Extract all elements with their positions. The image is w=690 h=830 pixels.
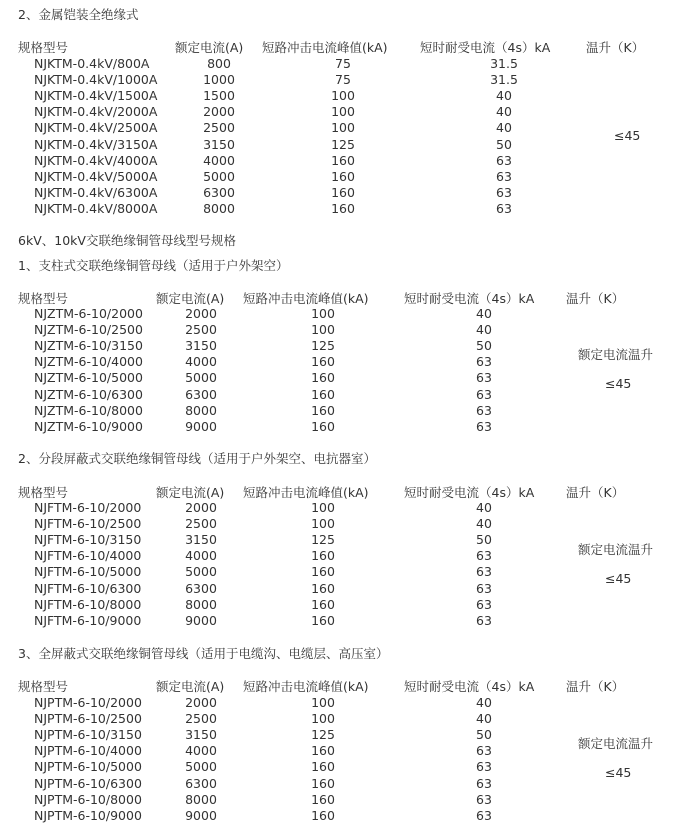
row-short-time-current: 40 (476, 306, 492, 321)
row-model: NJPTM-6-10/2500 (34, 711, 142, 727)
row-short-time-current: 63 (476, 807, 492, 823)
row-peak-current: 160 (311, 580, 335, 596)
row-model: NJKTM-0.4kV/5000A (34, 168, 158, 184)
row-rated-current: 8000 (203, 200, 235, 216)
row-peak-current: 160 (311, 418, 335, 434)
row-rated-current: 2500 (203, 120, 235, 136)
section4-header-temp: 温升（K） (566, 679, 625, 694)
section1-title: 2、金属铠装全绝缘式 (18, 7, 139, 22)
row-model: NJZTM-6-10/6300 (34, 386, 143, 402)
section4-header-peak: 短路冲击电流峰值(kA) (243, 679, 369, 694)
section1-temp-value: ≤45 (614, 128, 641, 143)
row-rated-current: 5000 (185, 564, 217, 580)
row-short-time-current: 63 (476, 370, 492, 386)
row-rated-current: 8000 (185, 402, 217, 418)
section2-header-shorttime: 短时耐受电流（4s）kA (404, 291, 535, 306)
row-rated-current: 3150 (203, 136, 235, 152)
row-short-time-current: 63 (496, 184, 512, 200)
row-rated-current: 2000 (203, 104, 235, 120)
row-model: NJPTM-6-10/4000 (34, 743, 142, 759)
row-model: NJFTM-6-10/6300 (34, 580, 142, 596)
row-rated-current: 3150 (185, 727, 217, 743)
row-model: NJKTM-0.4kV/8000A (34, 200, 158, 216)
row-rated-current: 8000 (185, 791, 217, 807)
row-peak-current: 125 (311, 532, 335, 548)
row-peak-current: 160 (311, 612, 335, 628)
row-model: NJKTM-0.4kV/4000A (34, 152, 158, 168)
row-short-time-current: 63 (496, 152, 512, 168)
row-short-time-current: 40 (496, 104, 512, 120)
row-peak-current: 160 (331, 184, 355, 200)
section1-header-current: 额定电流(A) (175, 40, 244, 55)
section1-header-model: 规格型号 (18, 40, 69, 55)
section4-temp-value: ≤45 (605, 765, 632, 780)
row-peak-current: 100 (311, 695, 335, 710)
section4-header-shorttime: 短时耐受电流（4s）kA (404, 679, 535, 694)
row-model: NJZTM-6-10/5000 (34, 370, 143, 386)
row-peak-current: 160 (331, 152, 355, 168)
row-rated-current: 4000 (185, 743, 217, 759)
row-peak-current: 160 (311, 743, 335, 759)
row-short-time-current: 63 (476, 596, 492, 612)
row-rated-current: 6300 (203, 184, 235, 200)
row-model: NJZTM-6-10/3150 (34, 338, 143, 354)
row-short-time-current: 63 (496, 200, 512, 216)
row-peak-current: 100 (311, 516, 335, 532)
row-short-time-current: 40 (476, 500, 492, 515)
row-short-time-current: 63 (476, 386, 492, 402)
row-short-time-current: 50 (496, 136, 512, 152)
section2-temp-label: 额定电流温升 (578, 347, 654, 362)
row-model: NJZTM-6-10/9000 (34, 418, 143, 434)
section4-title: 3、全屏蔽式交联绝缘铜管母线（适用于电缆沟、电缆层、高压室） (18, 646, 389, 661)
row-peak-current: 160 (311, 354, 335, 370)
row-short-time-current: 63 (476, 612, 492, 628)
row-short-time-current: 63 (476, 580, 492, 596)
row-short-time-current: 50 (476, 532, 492, 548)
row-short-time-current: 63 (476, 791, 492, 807)
row-model: NJZTM-6-10/2500 (34, 322, 143, 338)
row-model: NJPTM-6-10/3150 (34, 727, 142, 743)
section3-header-current: 额定电流(A) (156, 485, 225, 500)
row-peak-current: 160 (311, 759, 335, 775)
row-model: NJKTM-0.4kV/2500A (34, 120, 158, 136)
row-model: NJZTM-6-10/2000 (34, 306, 143, 321)
row-model: NJFTM-6-10/8000 (34, 596, 142, 612)
row-peak-current: 100 (331, 104, 355, 120)
section3-header-temp: 温升（K） (566, 485, 625, 500)
section4-temp-label: 额定电流温升 (578, 736, 654, 751)
row-model: NJFTM-6-10/9000 (34, 612, 142, 628)
row-rated-current: 5000 (185, 759, 217, 775)
section1-header-peak: 短路冲击电流峰值(kA) (262, 40, 388, 55)
row-rated-current: 2000 (185, 306, 217, 321)
row-peak-current: 125 (311, 338, 335, 354)
row-model: NJKTM-0.4kV/6300A (34, 184, 158, 200)
row-rated-current: 2000 (185, 500, 217, 515)
row-rated-current: 6300 (185, 580, 217, 596)
row-peak-current: 100 (311, 306, 335, 321)
row-rated-current: 9000 (185, 612, 217, 628)
section3-title: 2、分段屏蔽式交联绝缘铜管母线（适用于户外架空、电抗器室） (18, 451, 376, 466)
row-short-time-current: 50 (476, 727, 492, 743)
row-model: NJZTM-6-10/4000 (34, 354, 143, 370)
row-rated-current: 9000 (185, 418, 217, 434)
row-short-time-current: 63 (476, 743, 492, 759)
row-model: NJFTM-6-10/2000 (34, 500, 142, 515)
row-short-time-current: 40 (476, 516, 492, 532)
row-short-time-current: 63 (476, 402, 492, 418)
row-short-time-current: 31.5 (490, 72, 518, 88)
row-peak-current: 75 (335, 56, 351, 71)
row-short-time-current: 31.5 (490, 56, 518, 71)
section3-temp-label: 额定电流温升 (578, 542, 654, 557)
row-model: NJFTM-6-10/2500 (34, 516, 142, 532)
row-rated-current: 1000 (203, 72, 235, 88)
row-rated-current: 2500 (185, 711, 217, 727)
row-rated-current: 1500 (203, 88, 235, 104)
row-rated-current: 5000 (185, 370, 217, 386)
row-rated-current: 6300 (185, 386, 217, 402)
row-model: NJPTM-6-10/9000 (34, 807, 142, 823)
row-rated-current: 5000 (203, 168, 235, 184)
row-rated-current: 4000 (203, 152, 235, 168)
row-short-time-current: 63 (476, 564, 492, 580)
section2-header-current: 额定电流(A) (156, 291, 225, 306)
row-peak-current: 100 (311, 711, 335, 727)
row-peak-current: 160 (311, 386, 335, 402)
row-peak-current: 100 (311, 322, 335, 338)
row-model: NJFTM-6-10/5000 (34, 564, 142, 580)
row-rated-current: 2500 (185, 322, 217, 338)
row-model: NJPTM-6-10/6300 (34, 775, 142, 791)
section3-temp-value: ≤45 (605, 571, 632, 586)
row-model: NJFTM-6-10/3150 (34, 532, 142, 548)
row-peak-current: 75 (335, 72, 351, 88)
row-peak-current: 160 (311, 775, 335, 791)
row-model: NJZTM-6-10/8000 (34, 402, 143, 418)
row-model: NJKTM-0.4kV/1500A (34, 88, 158, 104)
row-short-time-current: 63 (476, 418, 492, 434)
row-rated-current: 2000 (185, 695, 217, 710)
row-model: NJKTM-0.4kV/3150A (34, 136, 158, 152)
section4-header-model: 规格型号 (18, 679, 69, 694)
row-short-time-current: 50 (476, 338, 492, 354)
section2-header-temp: 温升（K） (566, 291, 625, 306)
row-short-time-current: 40 (496, 88, 512, 104)
row-short-time-current: 63 (476, 775, 492, 791)
row-rated-current: 3150 (185, 532, 217, 548)
row-peak-current: 160 (331, 200, 355, 216)
section2-header-model: 规格型号 (18, 291, 69, 306)
row-short-time-current: 63 (476, 759, 492, 775)
row-peak-current: 160 (331, 168, 355, 184)
row-peak-current: 160 (311, 548, 335, 564)
row-rated-current: 800 (207, 56, 231, 71)
row-peak-current: 125 (311, 727, 335, 743)
row-model: NJPTM-6-10/8000 (34, 791, 142, 807)
section4-header-current: 额定电流(A) (156, 679, 225, 694)
row-short-time-current: 63 (476, 548, 492, 564)
section3-header-shorttime: 短时耐受电流（4s）kA (404, 485, 535, 500)
row-model: NJFTM-6-10/4000 (34, 548, 142, 564)
row-peak-current: 125 (331, 136, 355, 152)
row-peak-current: 160 (311, 807, 335, 823)
section3-header-peak: 短路冲击电流峰值(kA) (243, 485, 369, 500)
row-short-time-current: 40 (476, 322, 492, 338)
row-rated-current: 6300 (185, 775, 217, 791)
row-peak-current: 160 (311, 596, 335, 612)
row-rated-current: 2500 (185, 516, 217, 532)
section3-header-model: 规格型号 (18, 485, 69, 500)
row-peak-current: 160 (311, 791, 335, 807)
section1-header-temp: 温升（K） (586, 40, 645, 55)
row-short-time-current: 40 (476, 695, 492, 710)
row-short-time-current: 40 (476, 711, 492, 727)
section1-header-shorttime: 短时耐受电流（4s）kA (420, 40, 551, 55)
row-peak-current: 160 (311, 402, 335, 418)
row-rated-current: 4000 (185, 548, 217, 564)
row-model: NJKTM-0.4kV/2000A (34, 104, 158, 120)
section2-title: 1、支柱式交联绝缘铜管母线（适用于户外架空） (18, 258, 289, 273)
row-model: NJKTM-0.4kV/800A (34, 56, 150, 71)
spec-title: 6kV、10kV交联绝缘铜管母线型号规格 (18, 233, 236, 248)
section2-header-peak: 短路冲击电流峰值(kA) (243, 291, 369, 306)
section2-temp-value: ≤45 (605, 376, 632, 391)
row-model: NJPTM-6-10/5000 (34, 759, 142, 775)
row-peak-current: 100 (331, 88, 355, 104)
row-model: NJPTM-6-10/2000 (34, 695, 142, 710)
row-rated-current: 8000 (185, 596, 217, 612)
row-rated-current: 4000 (185, 354, 217, 370)
row-short-time-current: 63 (476, 354, 492, 370)
row-peak-current: 100 (311, 500, 335, 515)
row-rated-current: 9000 (185, 807, 217, 823)
row-peak-current: 160 (311, 370, 335, 386)
row-rated-current: 3150 (185, 338, 217, 354)
row-short-time-current: 63 (496, 168, 512, 184)
row-peak-current: 160 (311, 564, 335, 580)
row-model: NJKTM-0.4kV/1000A (34, 72, 158, 88)
row-short-time-current: 40 (496, 120, 512, 136)
row-peak-current: 100 (331, 120, 355, 136)
